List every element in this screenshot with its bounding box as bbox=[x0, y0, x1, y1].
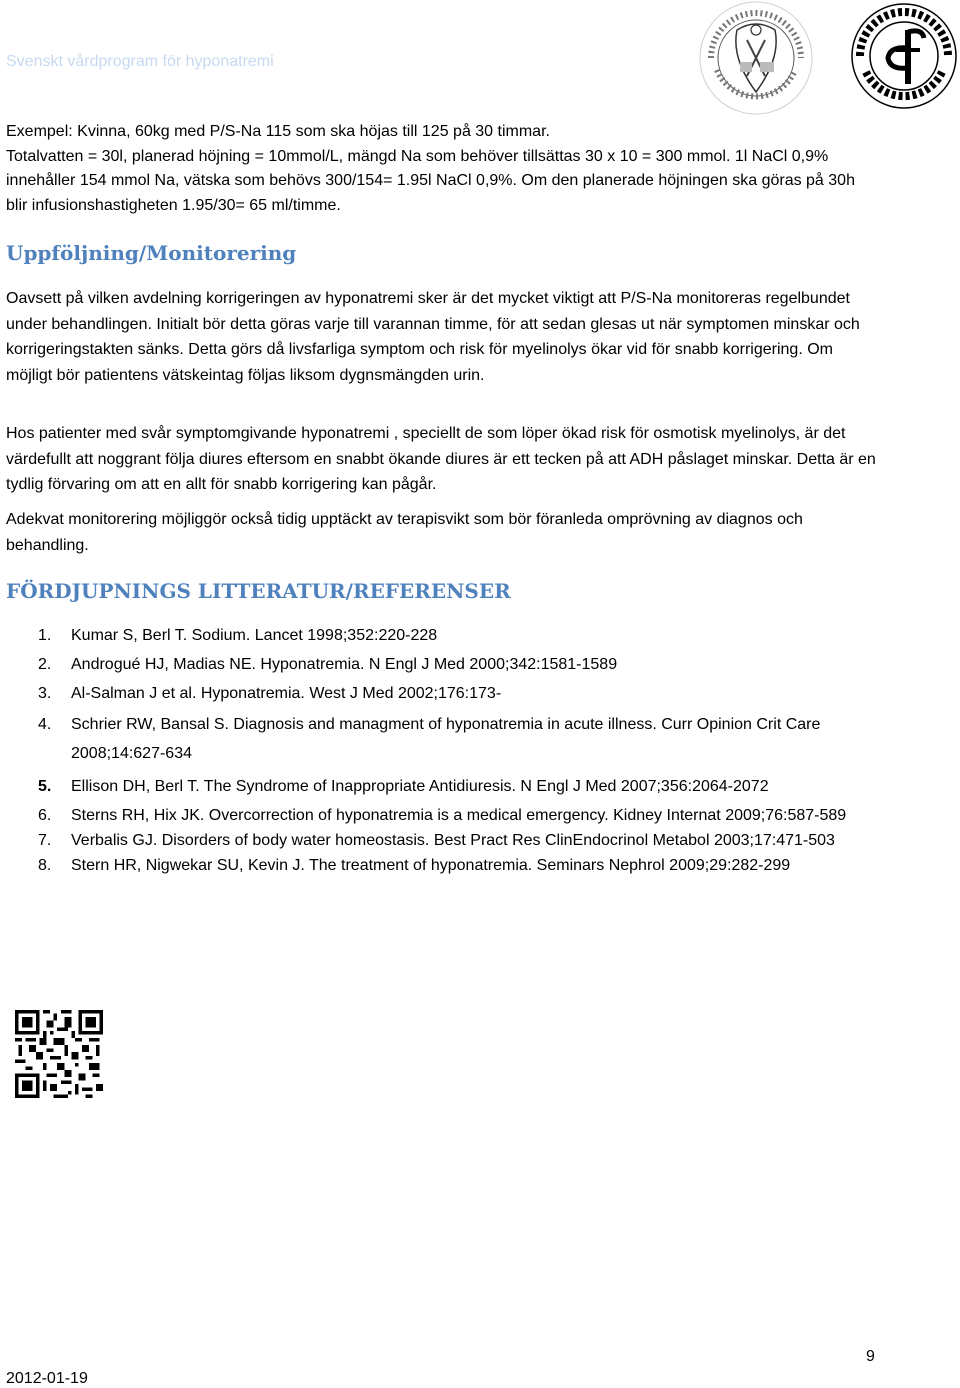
reference-item bbox=[38, 623, 878, 648]
page-number: 9 bbox=[866, 1348, 875, 1365]
document-header-title: Svenskt vårdprogram för hyponatremi bbox=[6, 53, 274, 70]
footer-date: 2012-01-19 bbox=[6, 1370, 88, 1387]
section-heading-references: FÖRDJUPNINGS LITTERATUR/REFERENSER bbox=[6, 579, 511, 603]
example-line-1: Exempel: Kvinna, 60kg med P/S-Na 115 som ska höjas till 125 på 30 timmar. bbox=[6, 123, 550, 140]
reference-text: Sterns RH, Hix JK. Overcorrection of hyponatremia is a medical emergency. Kidney Internat 2009;76:587-589 bbox=[71, 807, 847, 824]
reference-text: Verbalis GJ. Disorders of body water homeostasis. Best Pract Res ClinEndocrinol Metabol 2003;17:471-503 bbox=[71, 832, 835, 849]
reference-item bbox=[38, 828, 878, 853]
reference-item bbox=[38, 772, 878, 801]
monitoring-paragraph-2: Hos patienter med svår symptomgivande hyponatremi , speciellt de som löper ökad risk för osmotisk myelinolys, är det värdefullt att noggrant följa diures eftersom en snabbt ökande diures är ett tecken på att ADH påslaget minskar. Detta är en tydlig förvaring om att en allt för snabb korrigering kan pågår. bbox=[6, 425, 876, 493]
reference-item bbox=[38, 853, 878, 878]
endocrinology-society-logo bbox=[850, 2, 958, 110]
reference-item bbox=[38, 803, 878, 828]
example-paragraph bbox=[6, 120, 876, 218]
reference-item bbox=[38, 681, 878, 706]
reference-number: 8. bbox=[38, 857, 52, 874]
reference-text: Ellison DH, Berl T. The Syndrome of Inappropriate Antidiuresis. N Engl J Med 2007;356:2064-2072 bbox=[71, 778, 769, 795]
monitoring-paragraph-1: Oavsett på vilken avdelning korrigeringen av hyponatremi sker är det mycket viktigt att P/S-Na monitoreras regelbundet under behandlingen. Initialt bör detta göras varje till varannan timme, för att sedan glesas ut när symptomen minskar och korrigeringstakten sänks. Detta görs då livsfarliga symptom och risk för myelinolys ökar vid för snabb korrigering. Om möjligt bör patientens vätskeintag följas liksom dygnsmängden urin. bbox=[6, 290, 860, 384]
reference-text: Stern HR, Nigwekar SU, Kevin J. The treatment of hyponatremia. Seminars Nephrol 2009;29:282-299 bbox=[71, 857, 791, 874]
monitoring-paragraph-3: Adekvat monitorering möjliggör också tidig upptäckt av terapisvikt som bör föranleda omprövning av diagnos och behandling. bbox=[6, 511, 803, 554]
reference-text: Androgué HJ, Madias NE. Hyponatremia. N Engl J Med 2000;342:1581-1589 bbox=[71, 656, 618, 673]
reference-text: Al-Salman J et al. Hyponatremia. West J Med 2002;176:173- bbox=[71, 685, 502, 702]
reference-number: 4. bbox=[38, 716, 52, 733]
section-heading-monitoring: Uppföljning/Monitorering bbox=[6, 241, 297, 265]
sfai-logo bbox=[697, 0, 815, 116]
reference-list bbox=[38, 623, 878, 878]
qr-code bbox=[15, 1010, 103, 1098]
reference-text: Kumar S, Berl T. Sodium. Lancet 1998;352:220-228 bbox=[71, 627, 438, 644]
reference-number: 7. bbox=[38, 832, 52, 849]
example-line-2: Totalvatten = 30l, planerad höjning = 10mmol/L, mängd Na som behöver tillsättas 30 x 10 = 300 mmol. 1l NaCl 0,9% innehåller 154 mmol Na, vätska som behövs 300/154= 1.95l NaCl 0,9%. Om den planerade höjningen ska göras på 30h blir infusionshastigheten 1.95/30= 65 ml/timme. bbox=[6, 147, 855, 214]
reference-number: 6. bbox=[38, 807, 52, 824]
reference-item bbox=[38, 652, 878, 677]
reference-text: Schrier RW, Bansal S. Diagnosis and managment of hyponatremia in acute illness. Curr Opinion Crit Care 2008;14:627-634 bbox=[71, 716, 821, 762]
reference-number: 5. bbox=[38, 778, 52, 795]
reference-number: 2. bbox=[38, 656, 52, 673]
reference-item bbox=[38, 710, 878, 768]
reference-number: 3. bbox=[38, 685, 52, 702]
reference-number: 1. bbox=[38, 627, 52, 644]
